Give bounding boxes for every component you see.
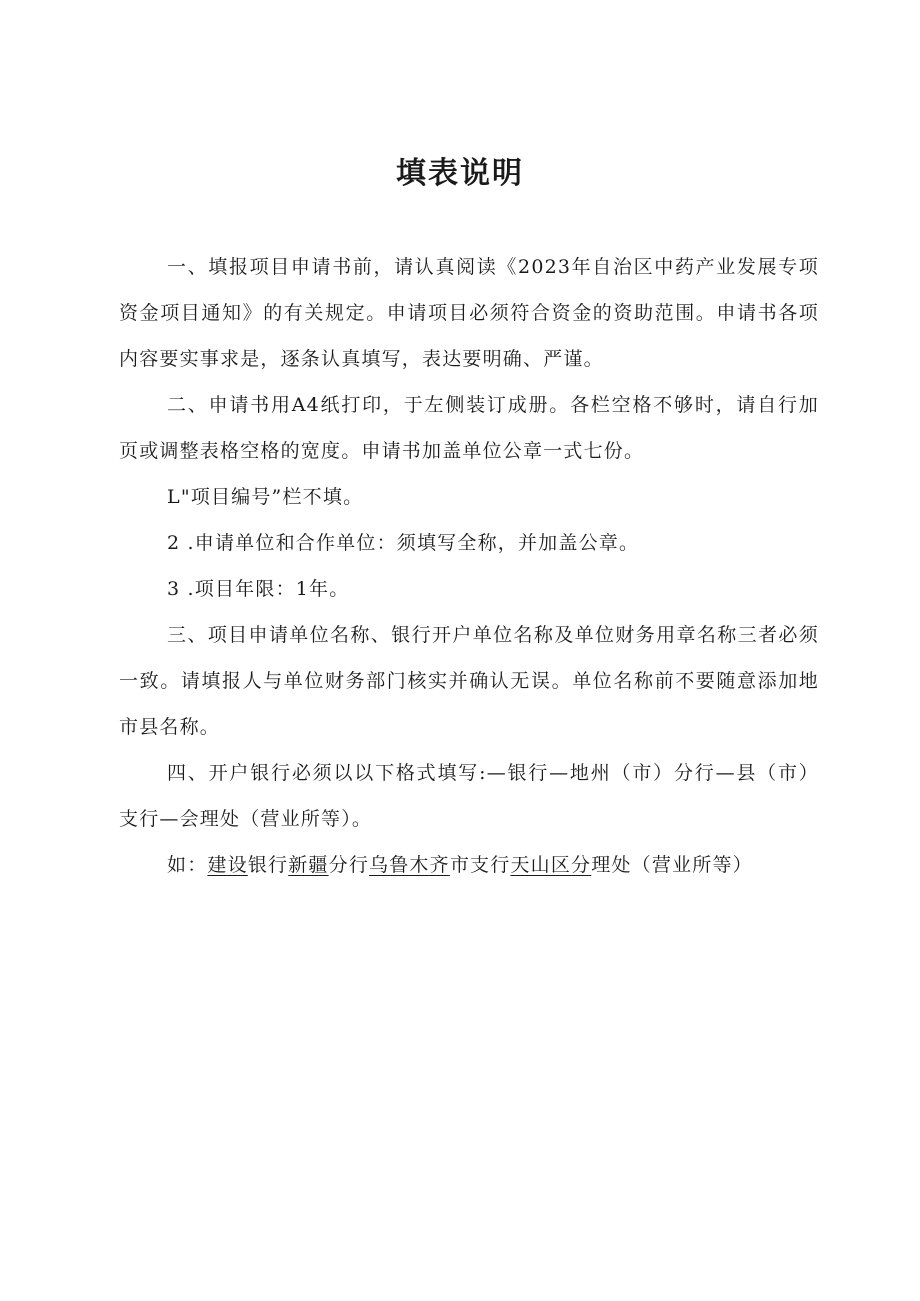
- example-line: [119, 842, 819, 888]
- paragraph-4: 2 .申请单位和合作单位：须填写全称，并加盖公章。: [167, 532, 640, 554]
- example-district-suffix: 理处（营业所等）: [591, 854, 753, 876]
- example-prefix: 如：: [167, 854, 208, 876]
- paragraph-5: 3 .项目年限：1年。: [167, 578, 350, 600]
- paragraph-3: L"项目编号”栏不填。: [167, 486, 364, 508]
- example-bank-suffix: 银行: [247, 854, 289, 876]
- example-city-suffix: 市支行: [449, 854, 511, 876]
- page-title: 填表说明: [396, 156, 524, 191]
- example-district: 天山区分: [510, 854, 592, 876]
- paragraph-1: 一、填报项目申请书前，请认真阅读《2023年自治区中药产业发展专项资金项目通知》的有关规定。申请项目必须符合资金的资助范围。申请书各项内容要实事求是，逐条认真填写，表达要明确、严谨。: [119, 256, 819, 370]
- paragraph-6: 三、项目申请单位名称、银行开户单位名称及单位财务用章名称三者必须一致。请填报人与单位财务部门核实并确认无误。单位名称前不要随意添加地市县名称。: [119, 624, 819, 738]
- example-bank: 建设: [207, 854, 248, 876]
- paragraph-2: 二、申请书用A4纸打印，于左侧装订成册。各栏空格不够时，请自行加页或调整表格空格的宽度。申请书加盖单位公章一式七份。: [119, 394, 819, 462]
- paragraph-7: 四、开户银行必须以以下格式填写:—银行—地州（市）分行—县（市）支行—会理处（营业所等）。: [119, 762, 819, 830]
- instructions-body: [119, 244, 819, 888]
- example-city: 乌鲁木齐: [369, 854, 450, 876]
- example-region: 新疆: [288, 854, 329, 876]
- example-region-suffix: 分行: [328, 854, 370, 876]
